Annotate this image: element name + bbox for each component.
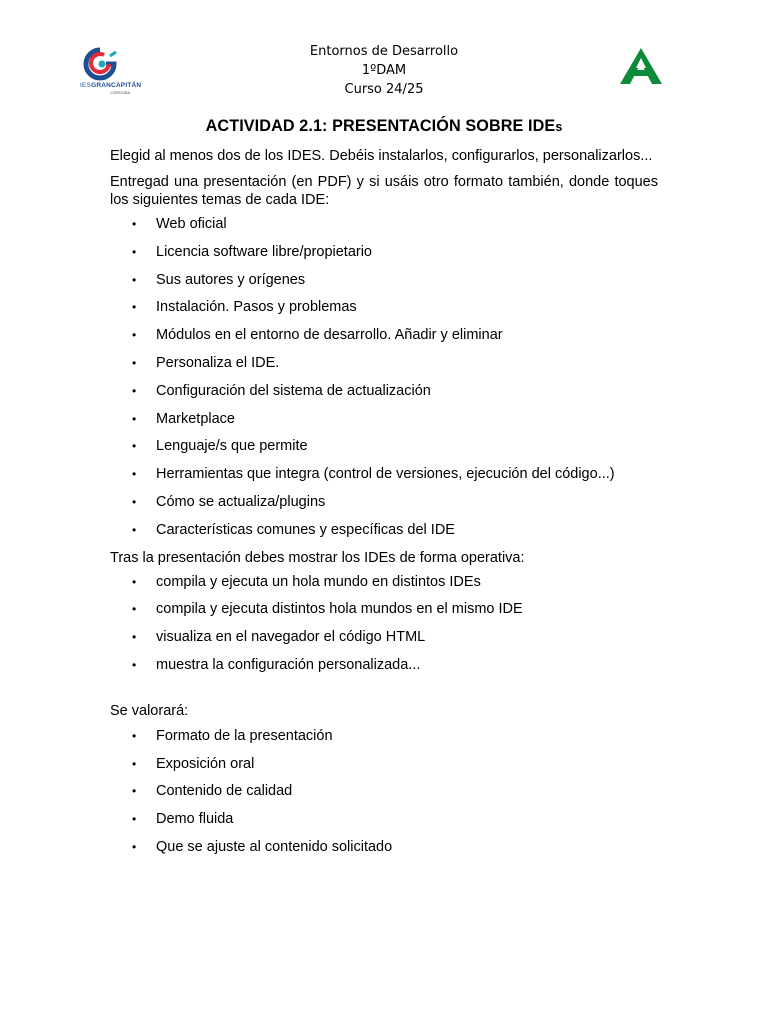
list-item: • Cómo se actualiza/plugins <box>110 493 658 521</box>
list-item: • Lenguaje/s que permite <box>110 437 658 465</box>
list-item: • Personaliza el IDE. <box>110 354 658 382</box>
page-title: ACTIVIDAD 2.1: PRESENTACIÓN SOBRE IDEs <box>205 117 563 135</box>
list-item: • muestra la configuración personalizada... <box>110 656 658 684</box>
list-item: • Módulos en el entorno de desarrollo. Añadir y eliminar <box>110 326 658 354</box>
course-group: 1ºDAM <box>361 63 407 78</box>
logo-emblem-icon <box>80 46 120 82</box>
list-item: • Marketplace <box>110 410 658 438</box>
course-subject: Entornos de Desarrollo <box>309 44 459 59</box>
list-item: • Exposición oral <box>110 755 658 783</box>
list-item: • Demo fluida <box>110 810 658 838</box>
topics-list <box>110 215 658 549</box>
instructions-paragraph: Entregad una presentación (en PDF) y si usáis otro formato también, donde toques los siguientes temas de cada IDE: <box>110 174 658 208</box>
course-year: Curso 24/25 <box>344 82 424 97</box>
ies-gran-capitan-logo <box>80 46 152 94</box>
list-item: • Que se ajuste al contenido solicitado <box>110 838 658 866</box>
list-item: • compila y ejecuta distintos hola mundos en el mismo IDE <box>110 600 658 628</box>
document-body <box>110 116 658 866</box>
logo-text: IESGRANCAPITÁN <box>80 82 142 89</box>
list-item: • Instalación. Pasos y problemas <box>110 298 658 326</box>
junta-andalucia-logo <box>618 46 664 86</box>
list-item: • Licencia software libre/propietario <box>110 243 658 271</box>
list-item: • compila y ejecuta un hola mundo en distintos IDEs <box>110 573 658 601</box>
grading-list <box>110 727 658 866</box>
list-item: • Formato de la presentación <box>110 727 658 755</box>
andalucia-a-icon <box>618 46 664 86</box>
logo-city: CÓRDOBA <box>110 90 131 95</box>
list-item: • Web oficial <box>110 215 658 243</box>
header-text <box>284 42 484 99</box>
list-item: • Sus autores y orígenes <box>110 271 658 299</box>
list-item: • Contenido de calidad <box>110 782 658 810</box>
grading-intro: Se valorará: <box>110 702 189 719</box>
list-item: • Características comunes y específicas del IDE <box>110 521 658 549</box>
list-item: • Herramientas que integra (control de versiones, ejecución del código...) <box>110 465 658 493</box>
demo-list <box>110 573 658 684</box>
page-header <box>0 0 768 110</box>
list-item: • Configuración del sistema de actualización <box>110 382 658 410</box>
list-item: • visualiza en el navegador el código HTML <box>110 628 658 656</box>
demo-intro: Tras la presentación debes mostrar los IDEs de forma operativa: <box>110 549 525 566</box>
intro-paragraph: Elegid al menos dos de los IDES. Debéis instalarlos, configurarlos, personalizarlos... <box>110 148 653 164</box>
